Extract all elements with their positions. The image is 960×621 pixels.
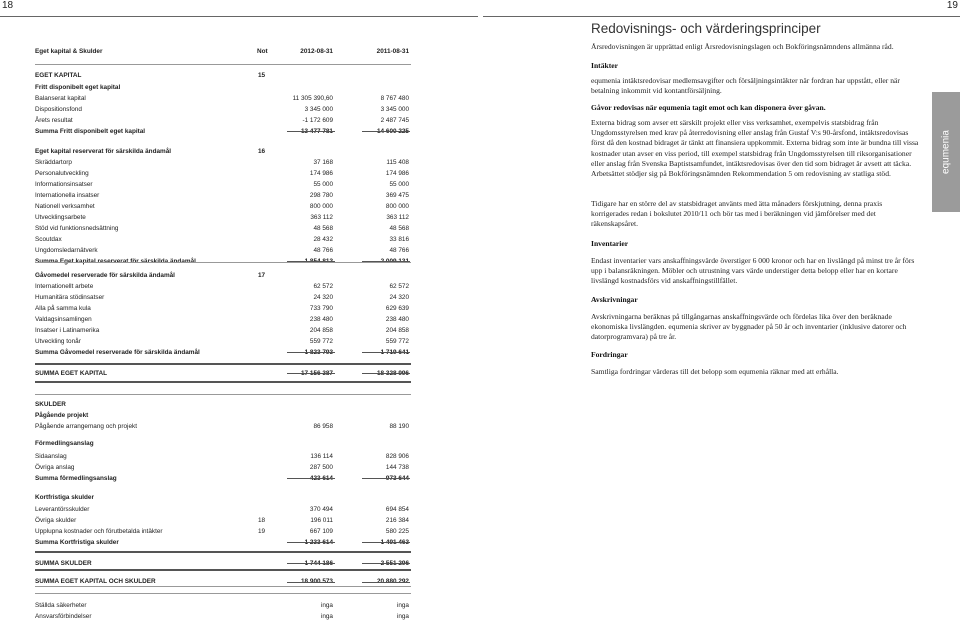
- row-value-2012: 28 432: [313, 236, 333, 243]
- row-label: Eget kapital reserverat för särskilda ändamål: [35, 148, 172, 155]
- row-value-2011: 800 000: [385, 203, 409, 210]
- row-value-2011: 369 475: [385, 192, 409, 199]
- table-row-heading: [35, 492, 411, 503]
- page-number-right: 19: [946, 0, 958, 11]
- row-label: Ställda säkerheter: [35, 602, 87, 609]
- row-value-2012: 204 858: [309, 327, 333, 334]
- row-label: Skräddartorp: [35, 159, 72, 166]
- text-fordringar: Samtliga fordringar värderas till det belopp som equmenia räknar med att erhålla.: [591, 367, 839, 376]
- table-row: [35, 451, 411, 462]
- sum-underline: [362, 352, 410, 353]
- row-label: Utvecklingsarbete: [35, 214, 86, 221]
- row-value-2012: 733 790: [309, 305, 333, 312]
- row-label: Summa Kortfristiga skulder: [35, 539, 119, 546]
- table-row: [35, 611, 411, 621]
- row-label: SKULDER: [35, 401, 66, 408]
- row-value-2012: 287 500: [309, 464, 333, 471]
- header-year-2011: 2011-08-31: [376, 48, 409, 55]
- row-value-2012: 55 000: [313, 181, 333, 188]
- row-label: Pågående arrangemang och projekt: [35, 423, 137, 430]
- row-value-2012: 363 112: [310, 214, 333, 221]
- header-label: Eget kapital & Skulder: [35, 48, 103, 55]
- row-value-2012: 48 766: [313, 247, 333, 254]
- heading-fordringar: Fordringar: [591, 350, 628, 359]
- row-label: Övriga skulder: [35, 517, 77, 524]
- row-label: Valdagsinsamlingen: [35, 316, 92, 323]
- table-row: [35, 292, 411, 303]
- row-value-2011: 48 568: [389, 225, 409, 232]
- table-row-heading: [35, 82, 411, 93]
- row-value-2012: 3 345 000: [304, 106, 333, 113]
- top-rule-left: [0, 16, 478, 17]
- text-bidrag-1: Externa bidrag som avser ett särskilt projekt eller viss verksamhet, exempelvis statsbidrag från Ungdomsstyrelsen med krav på återredovisning eller anslag från Gustaf V:s 90-årsfond, intäktsredovisas först då den kostnad bidraget är tänkt att finansiera uppkommit. Externa bidrag som inte är bundna till vissa kostnader utan avser en viss period, till exempel statsbidrag från Ungdomsstyrelsen till riksorganisationer eller anslag från Svenska Baptistsamfundet, intäktsredovisas över den tid som bidraget är avsett att täcka. Arbetsättet stödjer sig på Bokföringsnämnden Rekommendation 5 om redovisning av statliga stöd.: [591, 118, 919, 179]
- row-value-2011: 174 986: [385, 170, 409, 177]
- divider: [35, 64, 411, 65]
- row-value-2011: 88 190: [389, 423, 409, 430]
- divider: [35, 586, 411, 587]
- table-row: [35, 168, 411, 179]
- sum-underline: [362, 261, 410, 262]
- row-label: Leverantörsskulder: [35, 506, 90, 513]
- sum-underline: [362, 542, 410, 543]
- row-label: SUMMA SKULDER: [35, 560, 92, 567]
- row-value-2011: 828 906: [385, 453, 409, 460]
- row-note: 18: [258, 517, 266, 524]
- row-label: Humanitära stödinsatser: [35, 294, 105, 301]
- row-label: Insatser i Latinamerika: [35, 327, 100, 334]
- table-row-heading: [35, 410, 411, 421]
- side-tab-label: equmenia: [940, 130, 952, 174]
- heading-avskrivningar: Avskrivningar: [591, 295, 638, 304]
- table-row: [35, 515, 411, 526]
- divider: [35, 569, 411, 571]
- row-label: Sidaanslag: [35, 453, 67, 460]
- table-row: [35, 314, 411, 325]
- intro-text: Årsredovisningen är upprättad enligt Årsredovisningslagen och Bokföringsnämndens allmänna råd.: [591, 42, 894, 51]
- row-label: Upplupna kostnader och förutbetalda intäkter: [35, 528, 163, 535]
- row-label: Kortfristiga skulder: [35, 494, 94, 501]
- sum-underline: [362, 563, 410, 564]
- row-value-2012: 174 986: [309, 170, 333, 177]
- header-note: Not: [257, 48, 268, 55]
- row-value-2012: 62 572: [313, 283, 333, 290]
- table-row: [35, 325, 411, 336]
- side-tab: [932, 92, 960, 212]
- row-label: Dispositionsfond: [35, 106, 82, 113]
- row-label: Gåvomedel reserverade för särskilda ändamål: [35, 272, 175, 279]
- row-label: Nationell verksamhet: [35, 203, 95, 210]
- row-value-2011: 3 345 000: [380, 106, 409, 113]
- table-row: [35, 190, 411, 201]
- page-number-left: 18: [2, 0, 14, 11]
- row-label: Informationsinsatser: [35, 181, 93, 188]
- row-value-2011: 62 572: [389, 283, 409, 290]
- row-label: Summa förmedlingsanslag: [35, 475, 117, 482]
- table-row: [35, 336, 411, 347]
- table-row-heading: [35, 368, 411, 379]
- table-row: [35, 281, 411, 292]
- table-row: [35, 104, 411, 115]
- row-label: Fritt disponibelt eget kapital: [35, 84, 121, 91]
- sum-underline: [362, 131, 410, 132]
- row-value-2011: inga: [396, 613, 409, 620]
- row-value-2012: 559 772: [309, 338, 333, 345]
- divider: [35, 593, 411, 594]
- sum-underline: [362, 478, 410, 479]
- row-value-2011: 2 487 745: [380, 117, 409, 124]
- table-row: [35, 201, 411, 212]
- table-row: [35, 115, 411, 126]
- row-value-2012: inga: [320, 602, 333, 609]
- row-label: Internationellt arbete: [35, 283, 94, 290]
- top-rule-right: [483, 16, 960, 17]
- table-row-heading: [35, 126, 411, 137]
- table-row: [35, 245, 411, 256]
- text-intakter: equmenia intäktsredovisar medlemsavgifter och försäljningsintäkter när fordran har uppstått, eller när betalning inkommit vid kontantförsäljning.: [591, 76, 900, 96]
- row-value-2012: 24 320: [313, 294, 333, 301]
- table-row-heading: [35, 146, 411, 157]
- sum-underline: [287, 542, 335, 543]
- row-label: Ungdomsledarnätverk: [35, 247, 98, 254]
- row-label: EGET KAPITAL: [35, 72, 82, 79]
- sum-underline: [287, 352, 335, 353]
- row-value-2012: 298 780: [309, 192, 333, 199]
- row-label: Balanserat kapital: [35, 95, 86, 102]
- table-row: [35, 421, 411, 432]
- table-row-heading: [35, 270, 411, 281]
- row-note: 15: [258, 72, 266, 79]
- heading-gavor: Gåvor redovisas när equmenia tagit emot och kan disponera över gåvan.: [591, 103, 826, 112]
- row-value-2011: 204 858: [385, 327, 409, 334]
- sum-underline: [287, 261, 335, 262]
- row-value-2012: 37 168: [313, 159, 333, 166]
- table-row-heading: [35, 558, 411, 569]
- sum-underline: [362, 373, 410, 374]
- row-value-2011: 363 112: [386, 214, 409, 221]
- row-value-2011: 24 320: [389, 294, 409, 301]
- row-value-2011: 559 772: [385, 338, 409, 345]
- row-label: Pågående projekt: [35, 412, 89, 419]
- table-row: [35, 223, 411, 234]
- row-label: Personalutveckling: [35, 170, 89, 177]
- row-value-2012: 667 109: [309, 528, 333, 535]
- row-value-2011: 8 767 480: [380, 95, 409, 102]
- heading-inventarier: Inventarier: [591, 239, 629, 248]
- table-row-heading: [35, 438, 411, 449]
- row-label: Stöd vid funktionsnedsättning: [35, 225, 119, 232]
- table-row: [35, 504, 411, 515]
- divider: [35, 262, 411, 263]
- divider: [35, 381, 411, 383]
- row-label: Övriga anslag: [35, 464, 75, 471]
- text-inventarier: Endast inventarier vars anskaffningsvärde överstiger 6 000 kronor och har en livslängd på minst tre år förs upp i balansräkningen. Möbler och utrustning vars värde understiger detta belopp eller har en kortare livslängd kostnadsförs vid anskaffningstillfället.: [591, 256, 915, 286]
- row-note: 19: [258, 528, 266, 535]
- row-value-2011: 580 225: [385, 528, 409, 535]
- row-label: Internationella insatser: [35, 192, 100, 199]
- row-note: 17: [258, 272, 266, 279]
- divider: [35, 363, 411, 365]
- row-value-2011: inga: [396, 602, 409, 609]
- row-label: SUMMA EGET KAPITAL: [35, 370, 108, 377]
- row-label: Förmedlingsanslag: [35, 440, 94, 447]
- sum-underline: [287, 478, 335, 479]
- row-value-2012: 196 011: [310, 517, 333, 524]
- row-value-2012: 86 958: [313, 423, 333, 430]
- sum-underline: [287, 582, 335, 583]
- row-label: Årets resultat: [35, 117, 73, 124]
- row-value-2012: 800 000: [309, 203, 333, 210]
- table-header: [35, 46, 411, 57]
- row-label: Scoutdax: [35, 236, 62, 243]
- table-row-heading: [35, 473, 411, 484]
- table-row-heading: [35, 347, 411, 358]
- row-value-2012: 238 480: [309, 316, 333, 323]
- row-value-2012: 11 305 390,60: [292, 95, 333, 102]
- page-title: Redovisnings- och värderingsprinciper: [591, 21, 821, 36]
- table-row-heading: [35, 399, 411, 410]
- row-note: 16: [258, 148, 266, 155]
- row-label: Utveckling tonår: [35, 338, 81, 345]
- row-value-2011: 48 766: [389, 247, 409, 254]
- row-value-2011: 55 000: [389, 181, 409, 188]
- table-row: [35, 179, 411, 190]
- row-value-2011: 216 384: [385, 517, 409, 524]
- header-year-2012: 2012-08-31: [300, 48, 333, 55]
- sum-underline: [287, 373, 335, 374]
- table-row: [35, 303, 411, 314]
- table-row: [35, 234, 411, 245]
- heading-intakter: Intäkter: [591, 61, 618, 70]
- divider: [35, 394, 411, 395]
- divider: [35, 551, 411, 553]
- row-value-2012: 136 114: [310, 453, 333, 460]
- table-row: [35, 600, 411, 611]
- table-row: [35, 212, 411, 223]
- table-row: [35, 157, 411, 168]
- row-value-2011: 694 854: [385, 506, 409, 513]
- table-row: [35, 526, 411, 537]
- row-value-2012: 370 494: [309, 506, 333, 513]
- row-label: Ansvarsförbindelser: [35, 613, 92, 620]
- row-value-2011: 238 480: [385, 316, 409, 323]
- row-value-2012: 48 568: [313, 225, 333, 232]
- text-avskrivningar: Avskrivningarna beräknas på tillgångarnas anskaffningsvärde och fördelas lika över den beräknade ekonomiska livslängden. equmenia skriver av byggnader på 50 år och inventarier (inklusive datorer och datorprogramvara) på tre år.: [591, 312, 907, 342]
- row-value-2011: 629 639: [385, 305, 409, 312]
- row-value-2012: -1 172 609: [302, 117, 333, 124]
- table-row-heading: [35, 70, 411, 81]
- row-value-2011: 115 408: [386, 159, 409, 166]
- row-label: Summa Fritt disponibelt eget kapital: [35, 128, 146, 135]
- row-value-2012: inga: [320, 613, 333, 620]
- row-label: Alla på samma kula: [35, 305, 91, 312]
- text-bidrag-2: Tidigare har en större del av statsbidraget använts med ätta månaders förskjutning, denna praxis korrigerades redan i bokslutet 2010/11 och bör tas med i beräkningen vid jämförelser med det räkenskapsåret.: [591, 199, 883, 229]
- row-value-2011: 144 738: [385, 464, 409, 471]
- sum-underline: [287, 563, 335, 564]
- row-label: Summa Gåvomedel reserverade för särskilda ändamål: [35, 349, 200, 356]
- table-row-heading: [35, 537, 411, 548]
- sum-underline: [362, 582, 410, 583]
- table-row: [35, 93, 411, 104]
- sum-underline: [287, 131, 335, 132]
- row-label: SUMMA EGET KAPITAL OCH SKULDER: [35, 578, 156, 585]
- row-value-2011: 33 816: [389, 236, 409, 243]
- table-row: [35, 462, 411, 473]
